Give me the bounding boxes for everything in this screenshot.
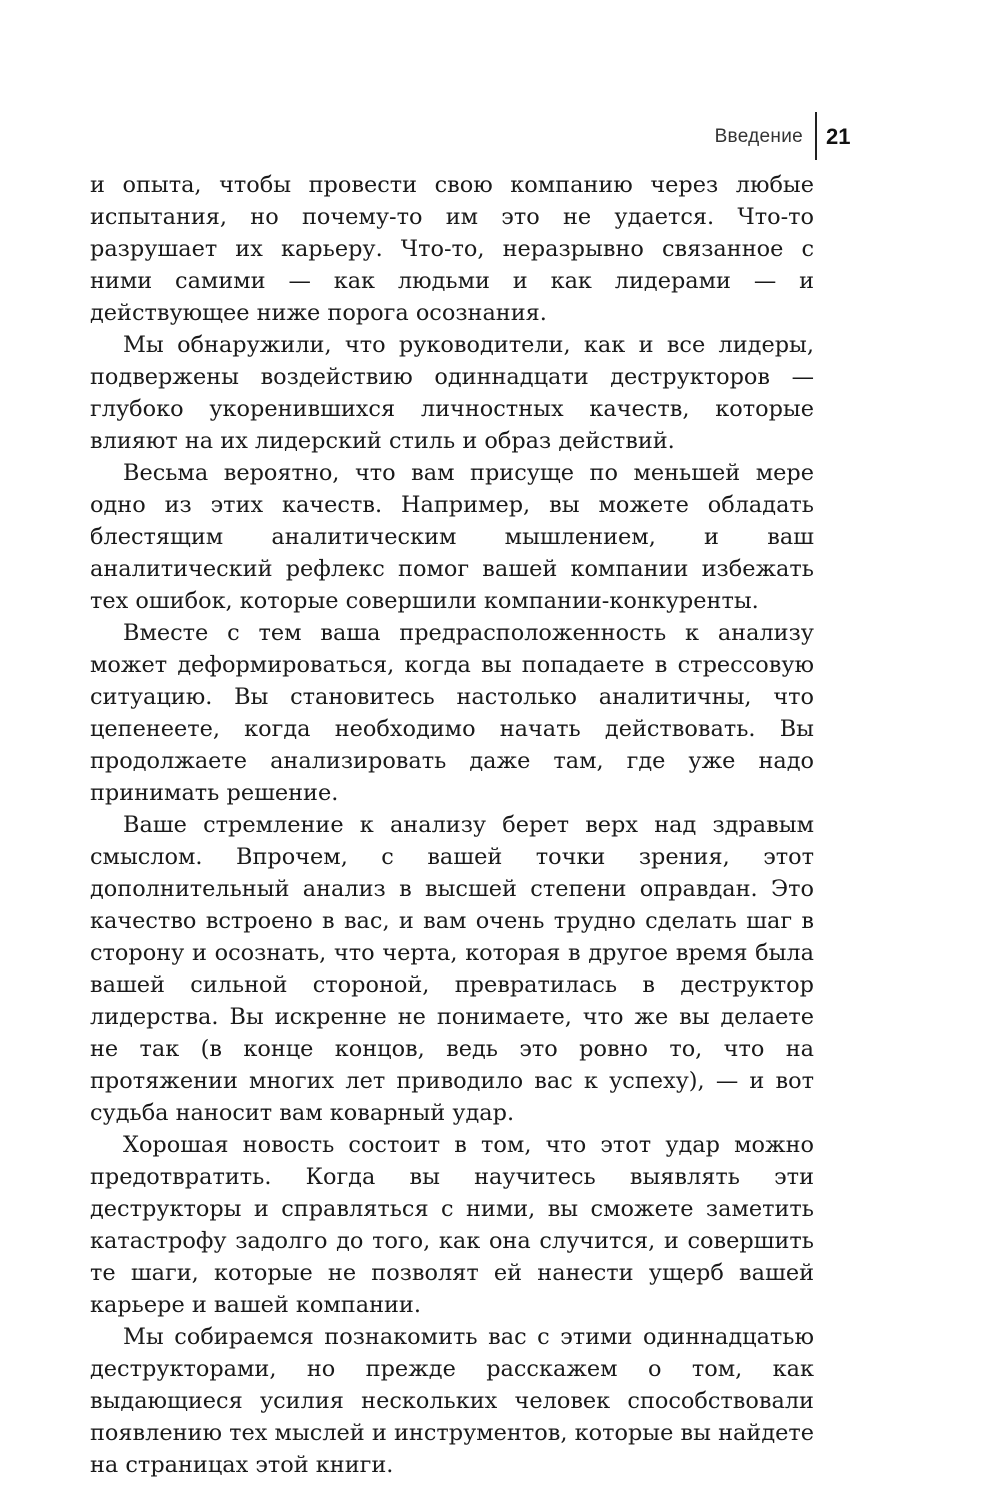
paragraph-6: Хорошая новость состоит в том, что этот удар можно предотвратить. Когда вы научитесь выявлять эти деструкторы и справляться с ними, вы сможете заметить катастрофу задолго до того, как она случится, и совершить те шаги, которые не позволят ей нанести ущерб вашей карьере и вашей компании. [90,1132,814,1318]
paragraph-1: и опыта, чтобы провести свою компанию через любые испытания, но почему-то им это не удается. Что-то разрушает их карьеру. Что-то, неразрывно связанное с ними самими — как людьми и как лидерами — и действующее ниже порога осознания. [90,172,814,326]
paragraph-4: Вместе с тем ваша предрасположенность к анализу может деформироваться, когда вы попадаете в стрессовую ситуацию. Вы становитесь настолько аналитичны, что цепенеете, когда необходимо начать действовать. Вы продолжаете анализировать даже там, где уже надо принимать решение. [90,620,814,806]
section-title: Введение [714,126,803,147]
running-head [0,112,1000,160]
paragraph-7: Мы собираемся познакомить вас с этими одиннадцатью деструкторами, но прежде расскажем о том, как выдающиеся усилия нескольких человек способствовали появлению тех мыслей и инструментов, которые вы найдете на страницах этой книги. [90,1324,814,1478]
paragraph-3: Весьма вероятно, что вам присуще по меньшей мере одно из этих качеств. Например, вы можете обладать блестящим аналитическим мышлением, и ваш аналитический рефлекс помог вашей компании избежать тех ошибок, которые совершили компании-конкуренты. [90,460,814,614]
paragraph-5: Ваше стремление к анализу берет верх над здравым смыслом. Впрочем, с вашей точки зрения, этот дополнительный анализ в высшей степени оправдан. Это качество встроено в вас, и вам очень трудно сделать шаг в сторону и осознать, что черта, которая в другое время была вашей сильной стороной, превратилась в деструктор лидерства. Вы искренне не понимаете, что же вы делаете не так (в конце концов, ведь это ровно то, что на протяжении многих лет приводило вас к успеху), — и вот судьба наносит вам коварный удар. [90,812,814,1126]
paragraph-2: Мы обнаружили, что руководители, как и все лидеры, подвержены воздействию одиннадцати деструкторов — глубоко укоренившихся личностных качеств, которые влияют на их лидерский стиль и образ действий. [90,332,814,454]
page-number: 21 [826,124,851,149]
body-text [90,169,814,1481]
header-divider [815,112,817,160]
